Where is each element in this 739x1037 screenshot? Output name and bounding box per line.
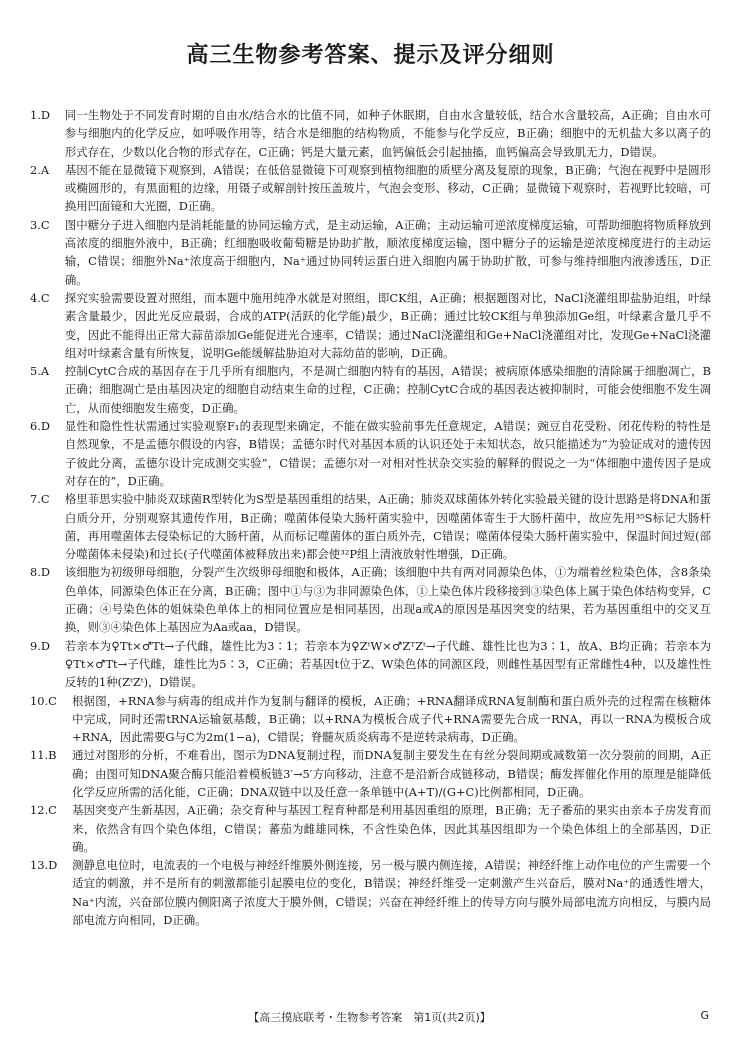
answer-item <box>30 563 711 636</box>
answer-letter: D <box>40 419 51 434</box>
explanation-text: 格里菲思实验中肺炎双球菌R型转化为S型是基因重组的结果，A正确；肺炎双球菌体外转化实验最关键的设计思路是将DNA和蛋白质分开，分别观察其遗传作用，B正确；噬菌体侵染大肠杆菌实验中，因噬菌体寄生于大肠杆菌中，故应先用³⁵S标记大肠杆菌，再用噬菌体去侵染标记的大肠杆菌，从而标记噬菌体的蛋白质外壳，C错误；噬菌体侵染大肠杆菌实验中，保温时间过短(部分噬菌体未侵染)和过长(子代噬菌体被释放出来)都会使³²P组上清液放射性增强，D正确。 <box>64 492 711 562</box>
answer-letter: A <box>40 364 50 379</box>
answer-letter: C <box>40 290 50 305</box>
question-number: 7. <box>30 492 41 507</box>
answer-item <box>30 417 711 490</box>
question-number: 6. <box>30 419 41 434</box>
answer-item <box>30 490 711 563</box>
question-number: 13. <box>30 858 49 873</box>
answer-item <box>30 856 711 929</box>
answer-letter: C <box>40 492 50 507</box>
answer-item <box>30 746 711 801</box>
answer-item <box>30 362 711 417</box>
page-footer <box>0 1009 739 1025</box>
answer-letter: A <box>40 162 50 177</box>
question-list <box>30 106 711 929</box>
answer-item <box>30 161 711 216</box>
question-number: 4. <box>30 290 41 305</box>
explanation-text: 若亲本为♀Tt×♂Tt→子代雌，雄性比为3∶1；若亲本为♀ZᵗW×♂ZᵀZᵗ→子代雌、雄性比也为3∶1，故A、B均正确；若亲本为♀Tt×♂Tt→子代雌，雄性比为5∶3，C正确；若基因t位于Z、W染色体的同源区段，则雌性基因型有正常雌性4种，以及雄性性反转的1种(ZᵗZᵗ)，D错误。 <box>64 638 711 690</box>
answer-item <box>30 289 711 362</box>
explanation-text: 显性和隐性性状需通过实验观察F₁的表现型来确定，不能在做实验前事先任意规定，A错误；豌豆自花受粉、闭花传粉的特性是自然现象，不是孟德尔假设的内容，B错误；孟德尔时代对基因本质的认识还处于未知状态，故只能描述为“为验证成对的遗传因子彼此分离，孟德尔设计完成测交实验”，C错误；孟德尔对一对相对性状杂交实验的解释的假说之一为“体细胞中遗传因子是成对存在的”，D正确。 <box>64 419 711 488</box>
explanation-text: 测静息电位时，电流表的一个电极与神经纤维膜外侧连接，另一极与膜内侧连接，A错误；神经纤维上动作电位的产生需要一个适宜的刺激，并不是所有的刺激都能引起膜电位的变化，B错误；神经纤维受一定刺激产生兴奋后，膜对Na⁺的通透性增大，Na⁺内流，兴奋部位膜内侧阳离子浓度大于膜外侧，C错误；兴奋在神经纤维上的传导方向与膜外局部电流方向相反，与膜内局部电流方向相同，D正确。 <box>72 858 711 928</box>
footer-code: G <box>700 1009 709 1022</box>
answer-item <box>30 637 711 692</box>
answer-item <box>30 801 711 856</box>
explanation-text: 该细胞为初级卵母细胞，分裂产生次级卵母细胞和极体，A正确；该细胞中共有两对同源染色体，①为端着丝粒染色体，含8条染色单体，同源染色体正在分离，B正确；图中①与③为非同源染色体，①上染色体片段移接到③染色体上属于染色体结构变异，C正确；④号染色体的姐妹染色单体上的相同位置应是相同基因，出现a或A的原因是基因突变的结果，若为基因重组中的交叉互换，则③④染色体上基因应为Aa或aa，D错误。 <box>64 565 711 635</box>
answer-letter: D <box>48 858 58 873</box>
explanation-text: 基因不能在显微镜下观察到，A错误；在低倍显微镜下可观察到植物细胞的质壁分离及复原的现象，B正确；气泡在视野中是圆形或椭圆形的，有黑面粗的边缘，用镊子或解剖针按压盖玻片，气泡会变形、移动，C正确；显微镜下观察时，若视野比较暗，可换用凹面镜和大光圈，D正确。 <box>64 162 711 214</box>
footer-text: 【高三摸底联考・生物参考答案 第1页(共2页)】 <box>248 1011 491 1024</box>
question-number: 3. <box>30 217 41 232</box>
explanation-text: 图中糖分子进入细胞内是消耗能量的协同运输方式，是主动运输，A正确；主动运输可逆浓度梯度运输，可帮助细胞将物质释放到高浓度的细胞外液中，B正确；红细胞吸收葡萄糖是协助扩散，顺浓度梯度运输，图中糖分子的运输是逆浓度梯度进行的主动运输，C错误；细胞外Na⁺浓度高于细胞内，Na⁺通过协同转运蛋白进入细胞内属于协助扩散，可参与维持细胞内液渗透压，D正确。 <box>64 217 711 287</box>
question-number: 8. <box>30 565 41 580</box>
answer-item <box>30 692 711 747</box>
question-number: 5. <box>30 364 41 379</box>
answer-letter: C <box>48 803 57 818</box>
question-number: 11. <box>30 748 49 763</box>
explanation-text: 控制CytC合成的基因存在于几乎所有细胞内，不是凋亡细胞内特有的基因，A错误；被病原体感染细胞的清除属于细胞凋亡，B正确；细胞凋亡是由基因决定的细胞自动结束生命的过程，C正确；控制CytC合成的基因表达被抑制时，可能会使细胞不发生凋亡，从而使细胞发生癌变，D正确。 <box>64 364 711 415</box>
question-number: 1. <box>30 108 41 122</box>
explanation-text: 通过对图形的分析，不难看出，图示为DNA复制过程，而DNA复制主要发生在有丝分裂间期或减数第一次分裂前的间期，A正确；由图可知DNA聚合酶只能沿着模板链3′→5′方向移动，注意不是沿新合成链移动，B错误；酶发挥催化作用的原理是能降低化学反应所需的活化能，C正确；DNA双链中以及任意一条单链中(A+T)/(G+C)比例都相同，D正确。 <box>72 748 711 799</box>
question-number: 2. <box>30 162 41 177</box>
answer-letter: D <box>40 108 51 122</box>
explanation-text: 探究实验需要设置对照组，而本题中施用纯净水就是对照组，即CK组，A正确；根据题图对比，NaCl浇灌组即盐胁迫组，叶绿素含量最少，因此光反应最弱，合成的ATP(活跃的化学能)最少，B正确；通过比较CK组与单独添加Ge组，叶绿素含量几乎不变，因此不能得出正常大蒜苗添加Ge能促进光合速率，C错误；通过NaCl浇灌组和Ge+NaCl浇灌组对比，发现Ge+NaCl浇灌组对叶绿素含量有所恢复，说明Ge能缓解盐胁迫对大蒜幼苗的影响，D正确。 <box>64 290 711 360</box>
answer-item <box>30 216 711 289</box>
answer-letter: C <box>40 217 50 232</box>
answer-letter: D <box>40 638 51 653</box>
answer-letter: B <box>48 748 57 763</box>
question-number: 12. <box>30 803 49 818</box>
question-number: 9. <box>30 638 41 653</box>
explanation-text: 基因突变产生新基因，A正确；杂交育种与基因工程育种都是利用基因重组的原理，B正确；无子番茄的果实由亲本子房发育而来，依然含有四个染色体组，C错误；蕃茄为雌雄同株，不含性染色体，因此其基因组即为一个染色体组上的全部基因，D正确。 <box>72 803 711 854</box>
answer-letter: D <box>40 565 51 580</box>
explanation-text: 根据图，+RNA参与病毒的组成并作为复制与翻译的模板，A正确；+RNA翻译成RNA复制酶和蛋白质外壳的过程需在核糖体中完成，同时还需tRNA运输氨基酸，B正确；以+RNA为模板合成子代+RNA需要先合成一RNA，再以一RNA为模板合成+RNA，因此需要G与C为2m(1−a)，C错误；脊髓灰质炎病毒不是逆转录病毒，D正确。 <box>72 693 711 745</box>
answer-item <box>30 106 711 161</box>
page-title: 高三生物参考答案、提示及评分细则 <box>186 43 555 68</box>
answer-letter: C <box>48 693 57 708</box>
explanation-text: 同一生物处于不同发育时期的自由水/结合水的比值不同，如种子休眠期，自由水含量较低，结合水含量较高，A正确；自由水可参与细胞内的化学反应，如呼吸作用等，结合水是细胞的结构物质，不能参与化学反应，B正确；细胞中的无机盐大多以离子的形式存在，少数以化合物的形式存在，C正确；钙是大量元素，血钙偏低会引起抽搐，血钙偏高会导致肌无力，D错误。 <box>64 108 711 159</box>
question-number: 10. <box>30 693 49 708</box>
